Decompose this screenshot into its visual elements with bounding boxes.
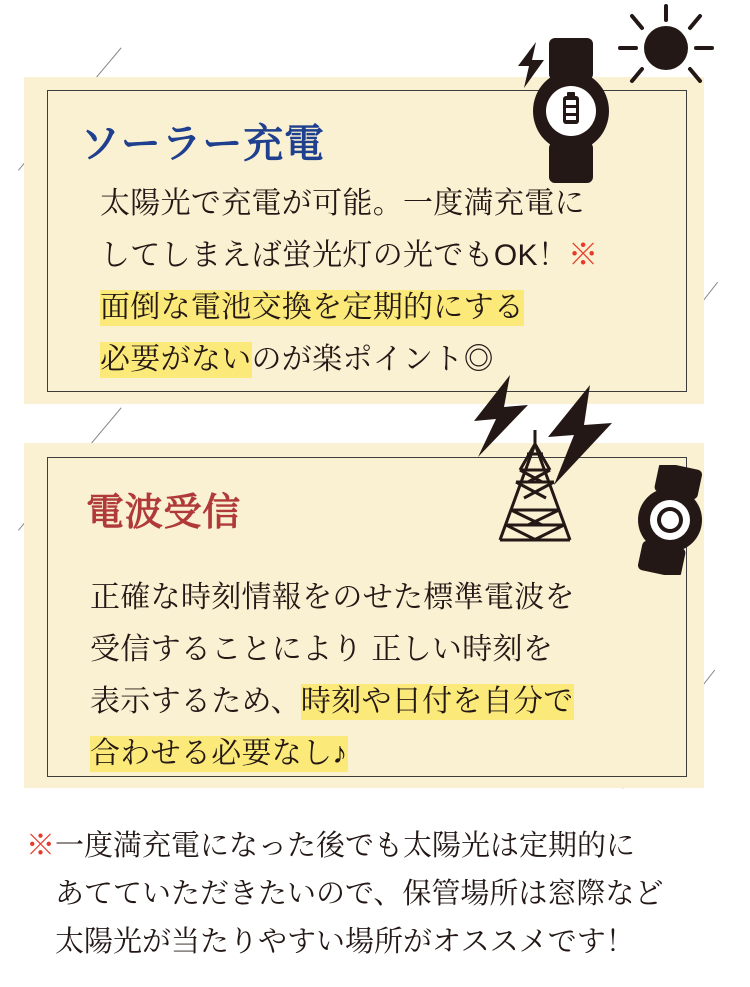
solar-body-line-2: してしまえば蛍光灯の光でもOK！※ (100, 239, 599, 272)
radio-body-line-2: 受信することにより 正しい時刻を (90, 633, 554, 666)
radio-body-line-1: 正確な時刻情報をのせた標準電波を (90, 581, 575, 614)
highlighted-text: 合わせる必要なし♪ (90, 737, 348, 770)
radio-body-line-4 (90, 728, 575, 780)
footnote-line-3: 太陽光が当たりやすい場所がオススメです！ (55, 926, 635, 958)
solar-body-line-3 (100, 282, 598, 334)
radio-section-body (90, 572, 575, 780)
footnote (26, 822, 663, 966)
lightning-bolt-icon (514, 42, 548, 88)
highlighted-text: 面倒な電池交換を定期的にする (100, 291, 525, 324)
asterisk-mark: ※ (26, 830, 56, 862)
footnote-line-1: ※一度満充電になった後でも太陽光は定期的に (26, 830, 636, 862)
solar-section-body (100, 178, 598, 386)
footnote-line-2: あてていただきたいので、保管場所は窓際など (55, 878, 664, 910)
solar-body-line-4: 必要がないのが楽ポイント◎ (100, 343, 494, 376)
asterisk-mark: ※ (568, 239, 599, 272)
radio-body-line-3: 表示するため、時刻や日付を自分で (90, 685, 574, 718)
solar-body-line-1: 太陽光で充電が可能。一度満充電に (100, 187, 585, 220)
highlighted-text: 時刻や日付を自分で (300, 685, 574, 718)
radio-watch-icon (630, 465, 710, 575)
highlighted-text: 必要がない (100, 343, 252, 376)
solar-section-heading: ソーラー充電 (80, 122, 325, 166)
radio-tower-icon (480, 430, 590, 550)
radio-section-heading: 電波受信 (86, 492, 242, 534)
